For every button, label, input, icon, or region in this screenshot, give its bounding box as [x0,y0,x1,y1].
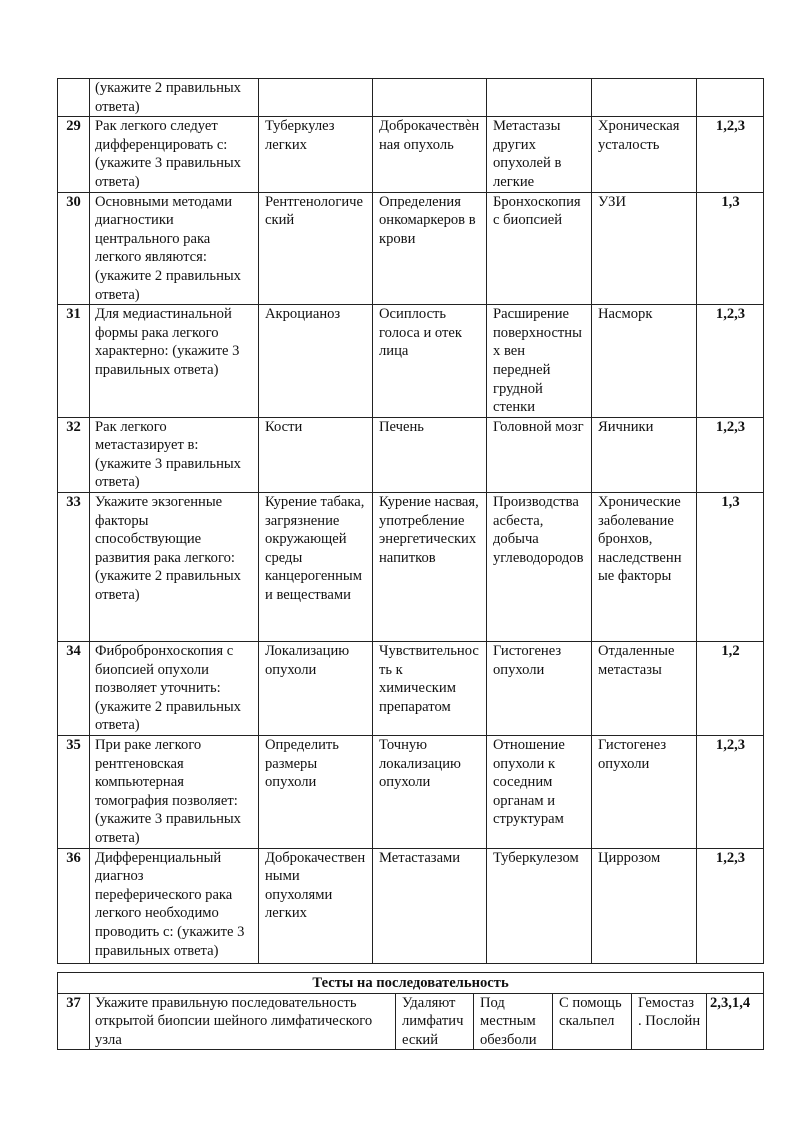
question-text: Рак легкого метастазирует в: (укажите 3 правильных ответа) [90,417,259,492]
table-row [58,117,764,192]
sequence-question-row [58,994,764,1050]
question-number: 33 [58,493,90,642]
option-2: Доброкачествѐнная опухоль [373,117,487,192]
option-2: Чувствительность к химическим препаратом [373,642,487,736]
option-1: Рентгенологический [259,192,373,305]
correct-answer: 1,2,3 [697,117,764,192]
option-1 [259,79,373,117]
question-text: (укажите 2 правильных ответа) [90,79,259,117]
sequence-title: Тесты на последовательность [58,973,764,994]
question-number: 34 [58,642,90,736]
correct-answer: 1,2 [697,642,764,736]
correct-answer: 1,2,3 [697,417,764,492]
table-row [58,736,764,849]
option-1: Доброкачественными опухолями легких [259,848,373,963]
option-3: Гистогенез опухоли [487,642,592,736]
correct-answer [697,79,764,117]
option-4: Отдаленные метастазы [592,642,697,736]
question-text: Дифференциальный диагноз переферического рака легкого необходимо проводить с: (укажите 3 правильных ответа) [90,848,259,963]
question-number: 32 [58,417,90,492]
question-text: Основными методами диагностики центрального рака легкого являются: (укажите 2 правильных ответа) [90,192,259,305]
question-text: Для медиастинальной формы рака легкого характерно: (укажите 3 правильных ответа) [90,305,259,418]
option-2: Курение насвая, употребление энергетических напитков [373,493,487,642]
question-number: 36 [58,848,90,963]
question-number: 37 [58,994,90,1050]
correct-answer: 2,3,1,4 [707,994,764,1050]
correct-answer: 1,3 [697,192,764,305]
table-row [58,493,764,642]
table-row [58,417,764,492]
table-row [58,642,764,736]
table-row [58,192,764,305]
option-4: Насморк [592,305,697,418]
option-1: Акроцианоз [259,305,373,418]
option-4: Циррозом [592,848,697,963]
option-3 [487,79,592,117]
question-text: Фибробронхоскопия с биопсией опухоли позволяет уточнить: (укажите 2 правильных ответа) [90,642,259,736]
question-number: 30 [58,192,90,305]
question-number: 29 [58,117,90,192]
option-1: Локализацию опухоли [259,642,373,736]
correct-answer: 1,2,3 [697,305,764,418]
question-text: Укажите экзогенные факторы способствующие развития рака легкого: (укажите 2 правильных ответа) [90,493,259,642]
question-number: 35 [58,736,90,849]
option-1: Определить размеры опухоли [259,736,373,849]
question-text: При раке легкого рентгеновская компьютерная томография позволяет: (укажите 3 правильных ответа) [90,736,259,849]
question-text: Рак легкого следует дифференцировать с: (укажите 3 правильных ответа) [90,117,259,192]
option-2: Печень [373,417,487,492]
sequence-title-row [58,973,764,994]
correct-answer: 1,3 [697,493,764,642]
option-2: Определения онкомаркеров в крови [373,192,487,305]
option-3: Бронхоскопия с биопсией [487,192,592,305]
option-3: С помощь скальпел [553,994,632,1050]
test-table [57,78,764,964]
option-2: Точную локализацию опухоли [373,736,487,849]
option-4 [592,79,697,117]
option-1: Удаляют лимфатический [396,994,474,1050]
sequence-table [57,972,764,1050]
test-table-body [58,79,764,964]
option-3: Расширение поверхностных вен передней грудной стенки [487,305,592,418]
question-number [58,79,90,117]
option-4: Гемостаз . Послойн [632,994,707,1050]
option-2 [373,79,487,117]
option-4: УЗИ [592,192,697,305]
option-4: Яичники [592,417,697,492]
option-3: Головной мозг [487,417,592,492]
table-row [58,848,764,963]
option-1: Туберкулез легких [259,117,373,192]
option-3: Отношение опухоли к соседним органам и структурам [487,736,592,849]
correct-answer: 1,2,3 [697,736,764,849]
correct-answer: 1,2,3 [697,848,764,963]
question-text: Укажите правильную последовательность открытой биопсии шейного лимфатического узла [90,994,396,1050]
option-2: Метастазами [373,848,487,963]
option-1: Курение табака, загрязнение окружающей среды канцерогенными веществами [259,493,373,642]
option-2: Под местным обезболи [474,994,553,1050]
table-row [58,79,764,117]
option-4: Гистогенез опухоли [592,736,697,849]
option-1: Кости [259,417,373,492]
option-2: Осиплость голоса и отек лица [373,305,487,418]
option-3: Метастазы других опухолей в легкие [487,117,592,192]
option-4: Хроническая усталость [592,117,697,192]
option-3: Туберкулезом [487,848,592,963]
option-3: Производства асбеста, добыча углеводородов [487,493,592,642]
table-row [58,305,764,418]
option-4: Хронические заболевание бронхов, наследственные факторы [592,493,697,642]
question-number: 31 [58,305,90,418]
